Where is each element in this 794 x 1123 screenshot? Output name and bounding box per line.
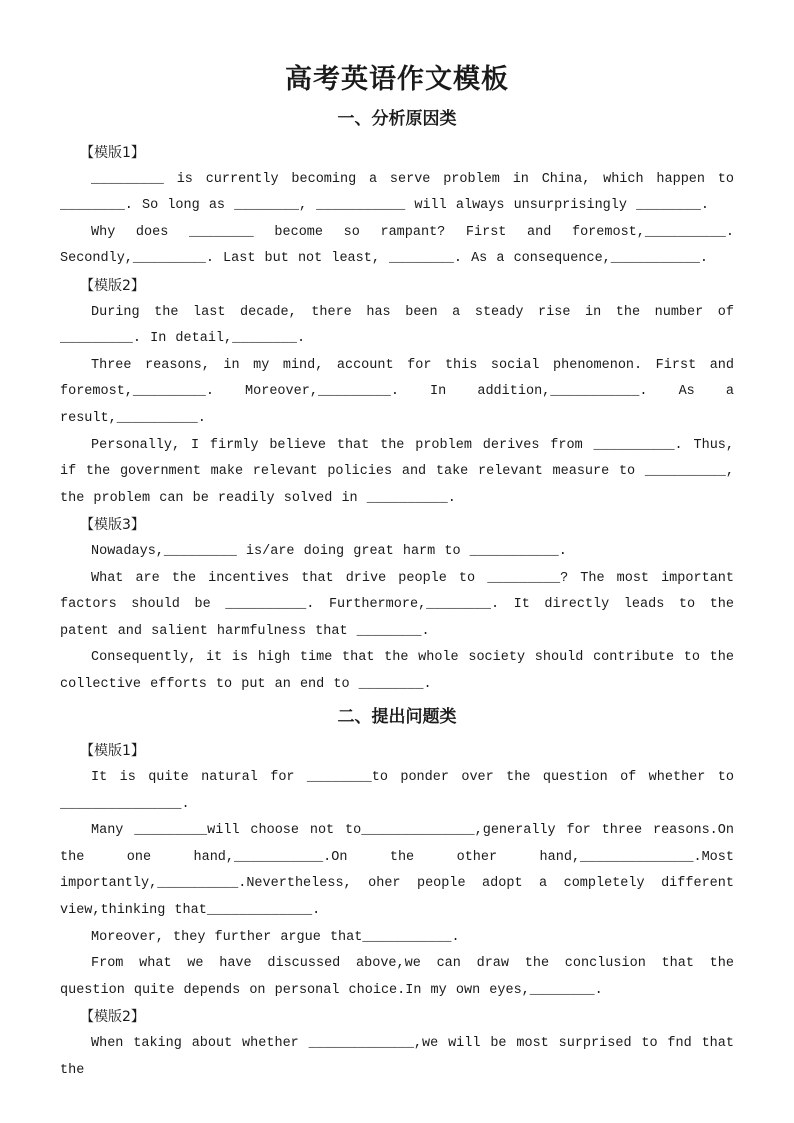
paragraph: It is quite natural for ________to ponder over the question of whether to _______________. [60,770,734,812]
template-label: 【模版2】 [80,1009,145,1026]
paragraph: Consequently, it is high time that the whole society should contribute to the collective efforts to put an end to ________. [60,650,734,692]
paragraph: During the last decade, there has been a steady rise in the number of _________. In detail,________. [60,304,734,347]
paragraph: Many _________will choose not to______________,generally for three reasons.On the one hand,___________.On the other hand,______________.Most importantly,__________.Nevertheless, oher people adopt a completely different view,thinking that_____________. [60,823,734,919]
paragraph: _________ is currently becoming a serve problem in China, which happen to ________. So long as ________, ___________ will always unsurprisingly ________. [60,171,734,214]
paragraph: Nowadays,_________ is/are doing great harm to ___________. [91,543,567,559]
template-label: 【模版1】 [80,743,145,760]
template-label: 【模版1】 [80,145,145,161]
paragraph: From what we have discussed above,we can draw the conclusion that the question quite depends on personal choice.In my own eyes,________. [60,956,734,998]
section-heading: 二、提出问题类 [337,707,457,728]
paragraph: Moreover, they further argue that___________. [91,929,460,945]
document-page [60,60,734,1084]
section-heading: 一、分析原因类 [337,109,457,129]
paragraph: What are the incentives that drive people to _________? The most important factors should be __________. Furthermore,________. It directly leads to the patent and salient harmfulness that ________. [60,570,734,639]
template-label: 【模版2】 [80,277,145,294]
paragraph: When taking about whether _____________,we will be most surprised to fnd that the [60,1036,734,1078]
document-title: 高考英语作文模板 [285,64,509,95]
paragraph: Three reasons, in my mind, account for this social phenomenon. First and foremost,_________. Moreover,_________. In addition,___________. As a result,__________. [60,357,734,426]
template-label: 【模版3】 [80,517,145,534]
paragraph: Personally, I firmly believe that the problem derives from __________. Thus, if the government make relevant policies and take relevant measure to __________, the problem can be readily solved in __________. [60,437,734,506]
paragraph: Why does ________ become so rampant? First and foremost,__________. Secondly,_________. Last but not least, ________. As a consequence,___________. [60,224,734,267]
